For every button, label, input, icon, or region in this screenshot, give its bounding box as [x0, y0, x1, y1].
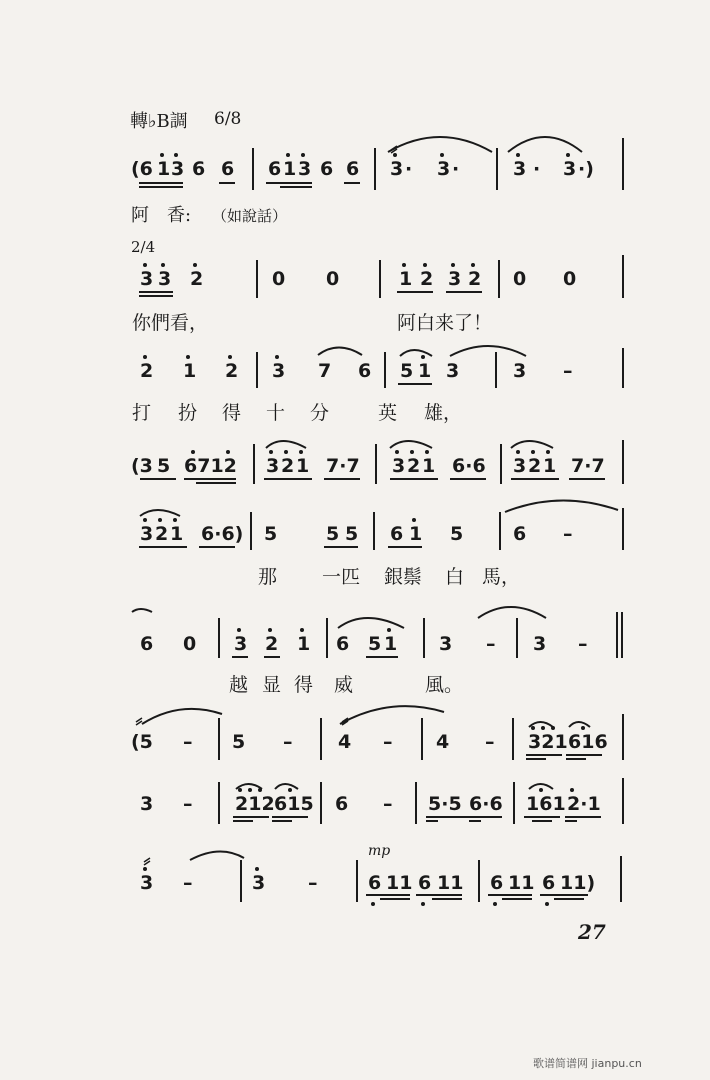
dash: – — [308, 872, 318, 894]
note-group: 11 — [508, 872, 535, 894]
note: 1 — [283, 158, 297, 180]
note: 6 — [192, 158, 206, 180]
dot: ·) — [578, 158, 594, 180]
note-group: 615 — [274, 793, 314, 815]
dash: – — [563, 360, 573, 382]
lyric-char: 打 — [132, 402, 152, 424]
note: 3 — [437, 158, 451, 180]
note-group: 6·6 — [469, 793, 503, 815]
note: 3 — [140, 268, 154, 290]
tie-slur — [390, 441, 432, 448]
time-signature-6-8: 6/8 — [214, 109, 242, 129]
note: 3 — [140, 523, 154, 545]
note-group: 7·7 — [326, 455, 360, 477]
note: 3 — [298, 158, 312, 180]
note: 3 — [513, 158, 527, 180]
dash: – — [486, 633, 496, 655]
note: 0 — [326, 268, 340, 290]
lyric-char: 那 — [258, 566, 278, 588]
note: 5 — [232, 731, 246, 753]
lyric-char: 越 — [229, 674, 249, 696]
note: 1 — [409, 523, 423, 545]
note-group: 616 — [568, 731, 608, 753]
page-number: 27 — [578, 920, 606, 944]
note: 0 — [272, 268, 286, 290]
tie-slur — [318, 348, 362, 356]
note: 3 — [439, 633, 453, 655]
note: 2 — [190, 268, 204, 290]
note: 6 — [490, 872, 504, 894]
note: 1 — [157, 158, 171, 180]
note: 1 — [170, 523, 184, 545]
dash: – — [383, 793, 393, 815]
note: 1 — [543, 455, 557, 477]
note-group: 321 — [528, 731, 568, 753]
note: 3 — [158, 268, 172, 290]
tie-slur — [266, 441, 306, 448]
tie-slur — [529, 784, 553, 789]
note: 5 — [368, 633, 382, 655]
tie-slur — [236, 784, 262, 789]
note: 3 — [392, 455, 406, 477]
note: 2 — [140, 360, 154, 382]
lyric-char: 分 — [310, 402, 330, 424]
tie-slur — [142, 709, 222, 724]
lyric-char: 显 — [262, 674, 282, 696]
note: 6 — [268, 158, 282, 180]
tie-slur — [569, 722, 590, 727]
note: 2 — [265, 633, 279, 655]
tie-slur — [450, 346, 526, 356]
note: 3 — [448, 268, 462, 290]
note: 6 — [542, 872, 556, 894]
lyric-char: 雄， — [424, 402, 463, 424]
note: 3 — [252, 872, 266, 894]
note: 5 — [345, 523, 359, 545]
note: 5 — [400, 360, 414, 382]
note-group: 11 — [386, 872, 413, 894]
note-group: 5·5 — [428, 793, 462, 815]
dash: – — [563, 523, 573, 545]
note: (3 — [131, 455, 153, 477]
note: 2 — [468, 268, 482, 290]
note-group: 7·7 — [571, 455, 605, 477]
note: (6 — [131, 158, 153, 180]
time-signature-2-4: 2/4 — [131, 238, 156, 256]
note: 6 — [335, 793, 349, 815]
tie-slur — [340, 706, 444, 724]
note: 6 — [368, 872, 382, 894]
note: 3 — [266, 455, 280, 477]
note: 7 — [318, 360, 332, 382]
key-change: 轉♭B調 — [130, 111, 188, 132]
tie-slur — [338, 618, 404, 628]
note: 3 — [272, 360, 286, 382]
note: 6 — [346, 158, 360, 180]
note-group: 11 — [437, 872, 464, 894]
note: 4 — [436, 731, 450, 753]
lyric-line: 你們看， — [132, 312, 209, 334]
note: 6 — [513, 523, 527, 545]
lyric-char: 一匹 — [322, 566, 361, 588]
tie-slur — [388, 137, 492, 152]
note: 5 — [326, 523, 340, 545]
note: 1 — [422, 455, 436, 477]
lyric-char: 銀鬃 — [384, 566, 423, 588]
note: 5 — [157, 455, 171, 477]
watermark: 歌谱简谱网 jianpu.cn — [533, 1057, 642, 1070]
note: 1 — [384, 633, 398, 655]
dash: – — [578, 633, 588, 655]
speech-note: （如說話） — [212, 207, 288, 225]
dynamics-mp: mp — [368, 843, 391, 859]
dot: · — [452, 158, 460, 180]
note: 3 — [390, 158, 404, 180]
note: 2 — [155, 523, 169, 545]
note-group: 11) — [560, 872, 596, 894]
tie-slur — [478, 607, 546, 618]
note: 1 — [399, 268, 413, 290]
dash: – — [183, 793, 193, 815]
dash: – — [485, 731, 495, 753]
note: 6 — [140, 633, 154, 655]
note: 6 — [320, 158, 334, 180]
tie-slur — [132, 609, 152, 612]
lyric-char: 十 — [266, 402, 286, 424]
lyric-char: 威 — [334, 674, 354, 696]
note: 6 — [358, 360, 372, 382]
lyric-char: 風。 — [425, 674, 464, 696]
tie-slur — [190, 851, 244, 860]
lyric-line: 阿白来了！ — [397, 312, 493, 334]
note: 3 — [140, 793, 154, 815]
dash: – — [183, 872, 193, 894]
note: 3 — [513, 455, 527, 477]
note: 3 — [533, 633, 547, 655]
lyric-char: 得 — [294, 674, 314, 696]
note-group: 6·6) — [201, 523, 244, 545]
lyric-char: 英 — [378, 402, 398, 424]
note: 6 — [390, 523, 404, 545]
tie-slur — [529, 722, 553, 727]
note: 6 — [336, 633, 350, 655]
lyric-char: 扮 — [178, 402, 198, 424]
dot: · — [533, 158, 541, 180]
note-group: 6·6 — [452, 455, 486, 477]
note: 2 — [420, 268, 434, 290]
lyric-char: 馬， — [482, 566, 521, 588]
lyric-char: 白 — [445, 566, 465, 588]
dash: – — [383, 731, 393, 753]
dot: · — [405, 158, 413, 180]
note-group: 161 — [526, 793, 566, 815]
tie-slur — [275, 784, 298, 789]
note: 3 — [234, 633, 248, 655]
speaker-label: 阿 香: — [131, 205, 192, 226]
note-group: 212 — [235, 793, 275, 815]
note: 2 — [281, 455, 295, 477]
note: 1 — [183, 360, 197, 382]
note: 0 — [513, 268, 527, 290]
note: 4 — [338, 731, 352, 753]
note: 2 — [407, 455, 421, 477]
tie-slur — [400, 350, 432, 356]
note: 2 — [528, 455, 542, 477]
note: 1 — [296, 455, 310, 477]
note: 5 — [450, 523, 464, 545]
note: 0 — [563, 268, 577, 290]
note: 5 — [264, 523, 278, 545]
note: 3 — [171, 158, 185, 180]
note-group: 6712 — [184, 455, 237, 477]
tie-slur — [505, 500, 618, 512]
note-group: 2·1 — [567, 793, 601, 815]
note: 6 — [418, 872, 432, 894]
lyric-char: 得 — [222, 402, 242, 424]
note: (5 — [131, 731, 153, 753]
dash: – — [183, 731, 193, 753]
note: 3 — [140, 872, 154, 894]
dash: – — [283, 731, 293, 753]
note: 3 — [563, 158, 577, 180]
note: 2 — [225, 360, 239, 382]
tie-slur — [140, 510, 180, 516]
tie-slur — [508, 137, 582, 152]
note: 6 — [221, 158, 235, 180]
note: 1 — [297, 633, 311, 655]
note: 1 — [418, 360, 432, 382]
note: 3 — [446, 360, 460, 382]
tie-slur — [511, 441, 553, 448]
note: 3 — [513, 360, 527, 382]
note: 0 — [183, 633, 197, 655]
